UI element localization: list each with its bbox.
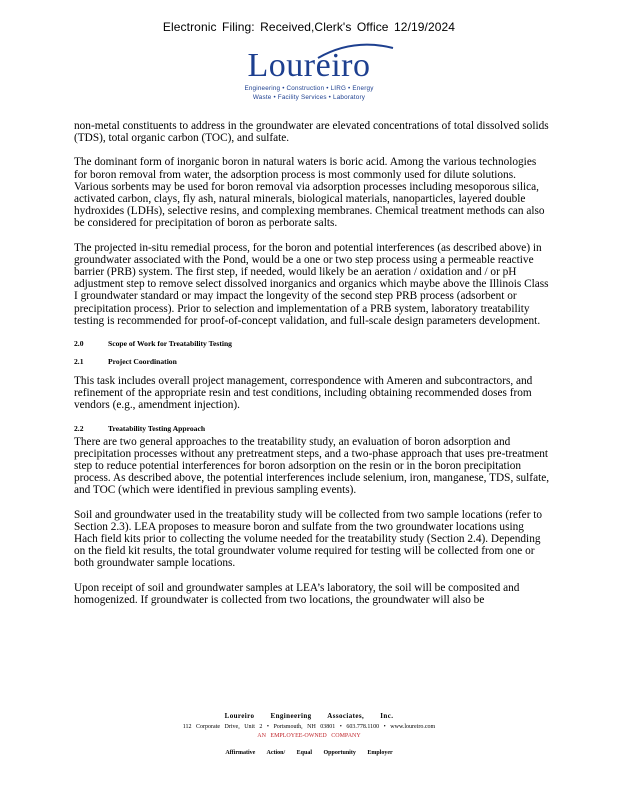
filing-stamp: Electronic Filing: Received,Clerk's Office 12/19/2024 bbox=[162, 20, 456, 34]
section-number: 2.1 bbox=[74, 357, 84, 367]
paragraph-sample-receipt: Upon receipt of soil and groundwater samples at LEA’s laboratory, the soil will be composited and homogenized. If groundwater is collected from two locations, the groundwater will also be bbox=[74, 581, 520, 606]
logo-name: Loureiro bbox=[247, 47, 371, 84]
company-logo bbox=[0, 48, 618, 102]
logo-tagline-2: Waste • Facility Services • Laboratory bbox=[252, 94, 366, 101]
section-title: Treatability Testing Approach bbox=[108, 423, 206, 433]
page-footer bbox=[0, 712, 618, 756]
logo-wordmark bbox=[248, 48, 371, 84]
footer-company: Loureiro Engineering Associates, Inc. bbox=[224, 712, 394, 720]
logo-tagline-1: Engineering • Construction • LIRG • Energy bbox=[244, 85, 374, 92]
section-title: Scope of Work for Treatability Testing bbox=[108, 339, 232, 349]
document-body bbox=[74, 120, 550, 618]
paragraph-remedial-process: The projected in-situ remedial process, for the boron and potential interferences (as described above) in groundwater associated with the Pond, would be a one or two step process using a permeable reactive barrier (PRB) system. The first step, if needed, would likely be an aeration / oxidation and / or pH adjustment step to remove select dissolved inorganics and organics which maybe above the Illinois Class I groundwater standard or may impact the longevity of the second step PRB process (adsorbent or precipitation process). Prior to selection and implementation of a PRB system, laboratory treatability testing is recommended for proof-of-concept validation, and full-scale design parameters development. bbox=[74, 241, 549, 327]
section-title: Project Coordination bbox=[108, 357, 177, 367]
paragraph-constituents: non-metal constituents to address in the groundwater are elevated concentrations of total dissolved solids (TDS), total organic carbon (TOC), and sulfate. bbox=[74, 120, 549, 145]
paragraph-sample-collection: Soil and groundwater used in the treatability study will be collected from two sample locations (refer to Section 2.3). LEA proposes to measure boron and sulfate from the two groundwater locations using Hach field kits prior to collecting the volume needed for the treatability study (Section 2.4). Depending on the field kit results, the total groundwater volume required for testing will be collected from one or both groundwater sample locations. bbox=[74, 508, 543, 570]
section-number: 2.0 bbox=[74, 339, 84, 349]
footer-address: 112 Corporate Drive, Unit 2 • Portsmouth, NH 03801 • 603.778.1100 • www.loureiro.com bbox=[182, 724, 436, 730]
section-heading-2-0 bbox=[74, 339, 550, 349]
logo-arc-icon bbox=[248, 40, 398, 60]
paragraph-boron-technologies: The dominant form of inorganic boron in natural waters is boric acid. Among the various technologies for boron removal from water, the adsorption process is most commonly used for dilute solutions. Various sorbents may be used for boron removal via adsorption processes including mesoporous silica, activated carbon, clays, fly ash, natural minerals, biological materials, nanoparticles, layered double hydroxides (LDHs), selective resins, and complexing membranes. Chemical treatment methods can also be considered for precipitation of boron as perborate salts. bbox=[74, 156, 545, 230]
section-heading-2-2 bbox=[74, 424, 550, 434]
section-number: 2.2 bbox=[74, 423, 84, 433]
paragraph-testing-approach: There are two general approaches to the treatability study, an evaluation of boron adsorption and precipitation processes without any pretreatment steps, and a two-phase approach that uses pre-treatment step to reduce potential interferences for boron adsorption on the resin or in the boron precipitation process. As described above, the potential interferences include selenium, iron, manganese, TDS, sulfate, and TOC (which were identified in previous sampling events). bbox=[74, 435, 550, 497]
section-heading-2-1 bbox=[74, 357, 550, 367]
paragraph-project-coordination: This task includes overall project management, correspondence with Ameren and subcontractors, and refinement of the appropriate resin and test conditions, including obtaining recommended doses from vendors (e.g., amendment injection). bbox=[74, 375, 533, 412]
footer-equal-opportunity: Affirmative Action/ Equal Opportunity Employer bbox=[225, 750, 393, 756]
footer-ownership: AN EMPLOYEE-OWNED COMPANY bbox=[257, 733, 361, 739]
